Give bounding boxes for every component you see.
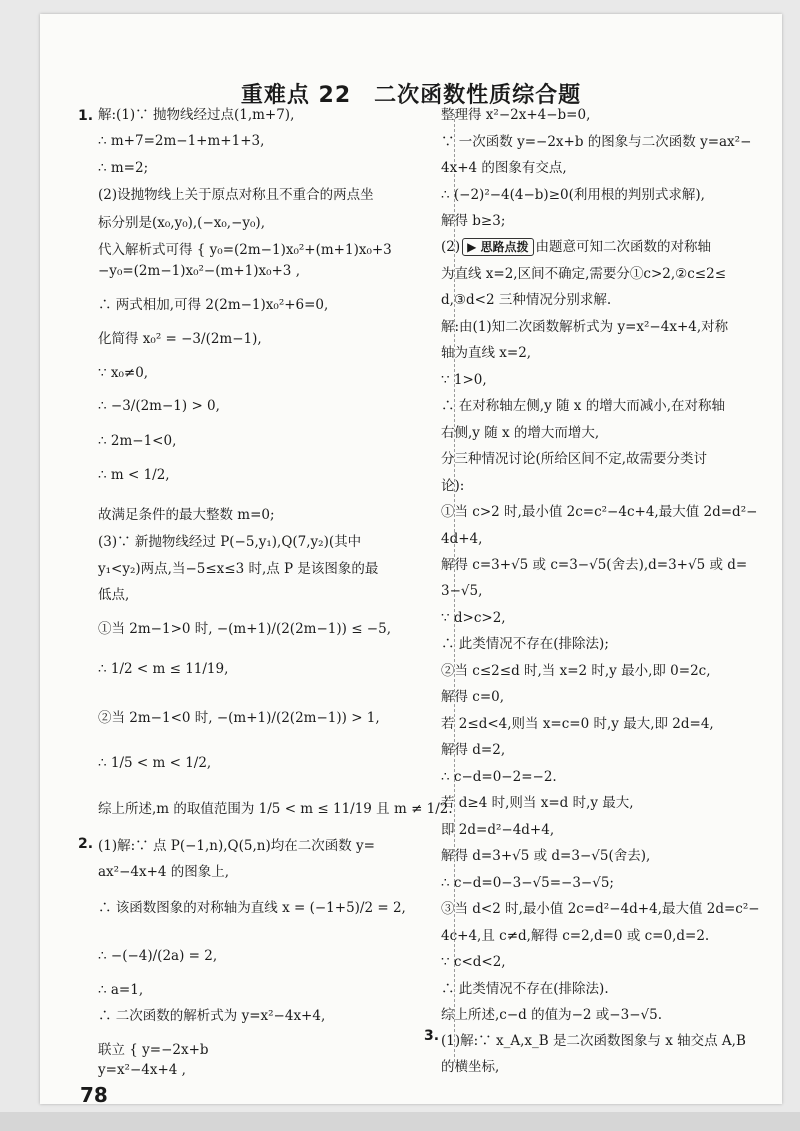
page-title: 重难点 22 二次函数性质综合题: [240, 83, 582, 108]
text-line: 即 2d=d²−4d+4,: [441, 822, 555, 838]
text-line: ①当 c>2 时,最小值 2c=c²−4c+4,最大值 2d=d²−: [441, 504, 758, 520]
hint-text: 由题意可知二次函数的对称轴: [535, 239, 712, 255]
text-line: ∴ 该函数图象的对称轴为直线 x = (−1+5)/2 = 2,: [98, 900, 406, 916]
text-line: 的横坐标,: [441, 1059, 500, 1075]
text-line: 解得 c=3+√5 或 c=3−√5(舍去),d=3+√5 或 d=: [441, 557, 748, 573]
text-line: ∴ −(−4)/(2a) = 2,: [98, 948, 218, 964]
text-line: 若 d≥4 时,则当 x=d 时,y 最大,: [441, 795, 634, 811]
text-line: 综上所述,c−d 的值为−2 或−3−√5.: [441, 1007, 662, 1023]
text-line: (1)解:∵ x_A,x_B 是二次函数图象与 x 轴交点 A,B: [441, 1033, 746, 1049]
text-line: 3−√5,: [441, 583, 483, 599]
hint-badge: [462, 238, 533, 256]
text-line: ∵ 一次函数 y=−2x+b 的图象与二次函数 y=ax²−: [441, 134, 752, 150]
chevron-right-icon: ▶: [467, 240, 481, 254]
text-line: 解:(1)∵ 抛物线经过点(1,m+7),: [98, 107, 295, 123]
text-line: 论):: [441, 478, 465, 494]
page-number: 78: [80, 1083, 108, 1107]
text-line: ∴ 1/2 < m ≤ 11/19,: [98, 661, 229, 677]
text-line: (3)∵ 新抛物线经过 P(−5,y₁),Q(7,y₂)(其中: [98, 534, 362, 550]
text-line: 解得 b≥3;: [441, 213, 506, 229]
text-line: ∴ 在对称轴左侧,y 随 x 的增大而减小,在对称轴: [441, 398, 725, 414]
text-line: 代入解析式可得 { y₀=(2m−1)x₀²+(m+1)x₀+3: [98, 242, 392, 258]
text-line: 若 2≤d<4,则当 x=c=0 时,y 最大,即 2d=4,: [441, 716, 714, 732]
text-line: d,③d<2 三种情况分别求解.: [441, 292, 612, 308]
text-line: 4d+4,: [441, 531, 483, 547]
text-line: 解得 d=3+√5 或 d=3−√5(舍去),: [441, 848, 651, 864]
text-line: ②当 2m−1<0 时, −(m+1)/(2(2m−1)) > 1,: [98, 710, 380, 726]
text-line: 整理得 x²−2x+4−b=0,: [441, 107, 591, 123]
text-line: 4c+4,且 c≠d,解得 c=2,d=0 或 c=0,d=2.: [441, 928, 710, 944]
text-line: y=x²−4x+4 ,: [98, 1062, 186, 1078]
text-line: ∵ 1>0,: [441, 372, 487, 388]
text-line: ∴ m+7=2m−1+m+1+3,: [98, 133, 265, 149]
text-line: 右侧,y 随 x 的增大而增大,: [441, 425, 600, 441]
text-line: ∴ (−2)²−4(4−b)≥0(利用根的判别式求解),: [441, 187, 705, 203]
text-line: (1)解:∵ 点 P(−1,n),Q(5,n)均在二次函数 y=: [98, 838, 375, 854]
text-line: [441, 238, 711, 256]
text-line: 化简得 x₀² = −3/(2m−1),: [98, 331, 262, 347]
text-line: 4x+4 的图象有交点,: [441, 160, 567, 176]
text-line: ∵ x₀≠0,: [98, 365, 149, 381]
text-line: ∴ 两式相加,可得 2(2m−1)x₀²+6=0,: [98, 297, 329, 313]
text-line: ∴ 1/5 < m < 1/2,: [98, 755, 212, 771]
text-line: 联立 { y=−2x+b: [98, 1042, 209, 1058]
item-number-2: 2.: [78, 836, 94, 852]
item-2-part-2-prefix: (2): [441, 239, 461, 255]
text-line: y₁<y₂)两点,当−5≤x≤3 时,点 P 是该图象的最: [98, 561, 379, 577]
item-number-3: 3.: [424, 1028, 440, 1044]
text-line: ∴ c−d=0−3−√5=−3−√5;: [441, 875, 614, 891]
text-line: −y₀=(2m−1)x₀²−(m+1)x₀+3 ,: [98, 263, 300, 279]
text-line: ①当 2m−1>0 时, −(m+1)/(2(2m−1)) ≤ −5,: [98, 621, 391, 637]
text-line: ∴ 此类情况不存在(排除法);: [441, 636, 609, 652]
text-line: ∴ 此类情况不存在(排除法).: [441, 981, 609, 997]
text-line: 低点,: [98, 587, 130, 603]
item-number-1: 1.: [78, 108, 94, 124]
text-line: 分三种情况讨论(所给区间不定,故需要分类讨: [441, 451, 708, 467]
text-line: ∵ d>c>2,: [441, 610, 506, 626]
text-line: 解得 d=2,: [441, 742, 506, 758]
text-line: 解:由(1)知二次函数解析式为 y=x²−4x+4,对称: [441, 319, 729, 335]
text-line: 故满足条件的最大整数 m=0;: [98, 507, 275, 523]
hint-label: 思路点拨: [480, 240, 529, 254]
text-line: 解得 c=0,: [441, 689, 505, 705]
text-line: 轴为直线 x=2,: [441, 345, 532, 361]
text-line: ∴ m < 1/2,: [98, 467, 170, 483]
text-line: ∴ c−d=0−2=−2.: [441, 769, 557, 785]
page-bottom-edge: [0, 1112, 800, 1131]
text-line: ∴ 二次函数的解析式为 y=x²−4x+4,: [98, 1008, 326, 1024]
text-line: (2)设抛物线上关于原点对称且不重合的两点坐: [98, 187, 374, 203]
text-line: ∵ c<d<2,: [441, 954, 506, 970]
text-line: ax²−4x+4 的图象上,: [98, 864, 230, 880]
text-line: ∴ m=2;: [98, 160, 149, 176]
text-line: ∴ a=1,: [98, 982, 144, 998]
text-line: 综上所述,m 的取值范围为 1/5 < m ≤ 11/19 且 m ≠ 1/2.: [98, 801, 453, 817]
text-line: ③当 d<2 时,最小值 2c=d²−4d+4,最大值 2d=c²−: [441, 901, 760, 917]
text-line: ∴ 2m−1<0,: [98, 433, 177, 449]
text-line: ∴ −3/(2m−1) > 0,: [98, 398, 220, 414]
text-line: 为直线 x=2,区间不确定,需要分①c>2,②c≤2≤: [441, 266, 727, 282]
text-line: ②当 c≤2≤d 时,当 x=2 时,y 最小,即 0=2c,: [441, 663, 711, 679]
text-line: 标分别是(x₀,y₀),(−x₀,−y₀),: [98, 215, 265, 231]
